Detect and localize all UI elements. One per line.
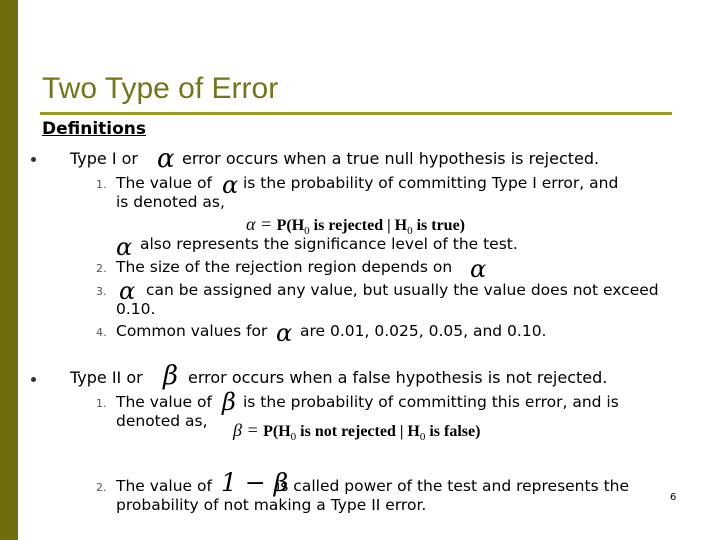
type-two-intro-post: error occurs when a false hypothesis is not rejected. [188, 368, 608, 387]
page-number: 6 [670, 492, 677, 503]
item-text: are 0.01, 0.025, 0.05, and 0.10. [300, 322, 547, 340]
item-text: is the probability of committing this error, and is [243, 393, 619, 411]
formula-sub: 0 [419, 431, 426, 444]
formula-sub: 0 [290, 431, 297, 444]
bullet-type-two [31, 377, 36, 382]
type-one-intro-post: error occurs when a true null hypothesis is rejected. [182, 149, 600, 168]
type-one-intro-pre: Type I or [70, 149, 139, 168]
alpha-symbol: α [276, 319, 293, 347]
formula-tail: is true) [412, 217, 466, 234]
formula-mid: is not rejected | H [296, 423, 420, 440]
item-text: The value of [116, 393, 212, 411]
alpha-symbol: α [470, 255, 487, 283]
item-text: can be assigned any value, but usually the value does not exceed [146, 281, 659, 299]
item-text: probability of not making a Type II error. [116, 496, 427, 514]
title-divider [40, 112, 672, 115]
formula-lhs: β = [233, 420, 264, 440]
item-number: 1. [96, 397, 107, 410]
item-number: 2. [96, 481, 107, 494]
formula-tail: is false) [425, 423, 481, 440]
type-one-formula [246, 214, 465, 237]
formula-lhs: α = [246, 214, 277, 234]
item-text: is the probability of committing Type I error, and [243, 174, 619, 192]
one-minus-beta-symbol: 1 − β [221, 468, 289, 497]
definitions-heading: Definitions [42, 119, 147, 139]
type-two-intro-pre: Type II or [70, 368, 143, 387]
formula-sub: 0 [407, 225, 413, 238]
type-two-formula [233, 420, 480, 443]
item-text: also represents the significance level of the test. [140, 235, 518, 253]
formula-body: P(H [276, 217, 305, 234]
item-number: 4. [96, 326, 107, 339]
beta-symbol: β [222, 388, 236, 416]
slide-title: Two Type of Error [42, 72, 279, 105]
item-number: 3. [96, 285, 107, 298]
alpha-symbol: α [116, 233, 133, 261]
item-number: 2. [96, 262, 107, 275]
bullet-type-one [31, 157, 36, 162]
alpha-symbol: α [157, 144, 175, 174]
alpha-symbol: α [222, 171, 239, 199]
alpha-symbol: α [119, 277, 136, 305]
item-text: Common values for [116, 322, 268, 340]
item-text: denoted as, [116, 412, 208, 430]
item-text: 0.10. [116, 300, 156, 318]
item-text: is denoted as, [116, 193, 225, 211]
item-number: 1. [96, 178, 107, 191]
item-text: is called power of the test and represents the [276, 477, 630, 495]
formula-sub: 0 [304, 225, 310, 238]
beta-symbol: β [163, 361, 179, 391]
item-text: The size of the rejection region depends on [116, 258, 453, 276]
item-text: The value of [116, 477, 212, 495]
formula-body: P(H [263, 423, 291, 440]
sidebar-bar [0, 0, 18, 540]
formula-mid: is rejected | H [309, 217, 408, 234]
item-text: The value of [116, 174, 212, 192]
